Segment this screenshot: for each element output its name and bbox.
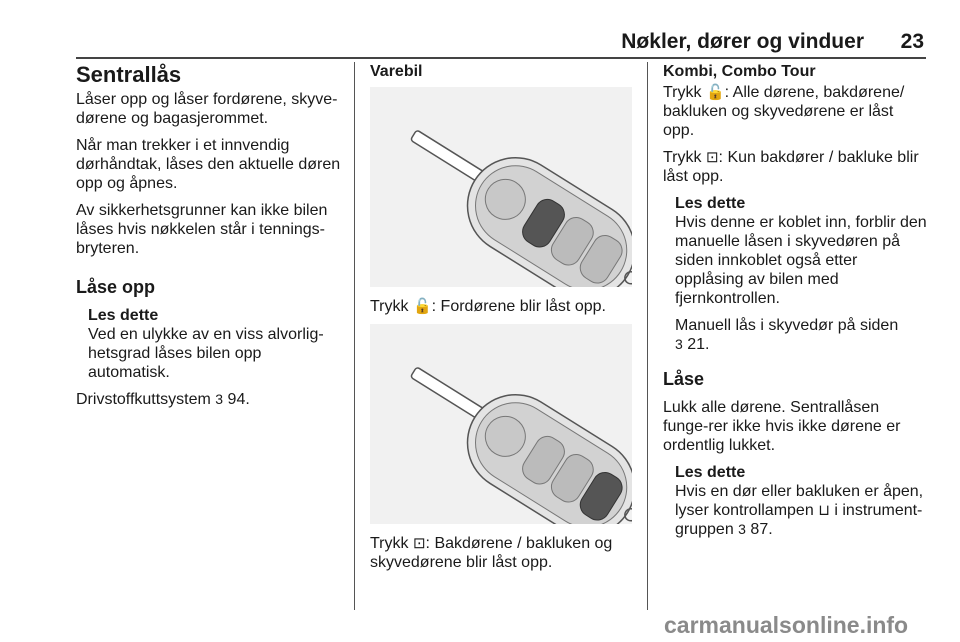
- reference-page: 94.: [227, 391, 250, 408]
- note-text: Ved en ulykke av en viss alvorlig-hetsgrad låses bilen opp automatisk.: [88, 326, 324, 381]
- page-number: 23: [900, 30, 924, 53]
- paragraph: Av sikkerhetsgrunner kan ikke bilen låses hvis nøkkelen står i tennings-bryteren.: [76, 202, 328, 257]
- column-3: [663, 62, 927, 547]
- note-box: Les dette Hvis en dør eller bakluken er åpen, lyser kontrollampen ⊔ i instrument-gruppen 3 87.: [675, 463, 927, 539]
- note-title: Les dette: [675, 464, 746, 481]
- running-header-title: Nøkler, dører og vinduer: [621, 30, 864, 53]
- note-text: Hvis denne er koblet inn, forblir den manuelle låsen i skyvedøren på siden innkoblet også etter opplåsing av bilen med fjernkontrollen.: [675, 214, 927, 307]
- unlock-icon: 🔓: [705, 84, 725, 101]
- watermark: carmanualsonline.info: [664, 612, 909, 638]
- column-divider-1: [354, 62, 355, 610]
- paragraph: Når man trekker i et innvendig dørhåndtak, låses den aktuelle døren opp og åpnes.: [76, 137, 341, 192]
- note-extra: Manuell lås i skyvedør på siden 3 21.: [675, 317, 899, 353]
- vehicle-label: Varebil: [370, 63, 423, 80]
- column-1: [76, 62, 342, 417]
- caption-unlock-rear: Trykk ⊡: Bakdørene / bakluken og skyvedørene blir låst opp.: [370, 535, 613, 571]
- note-title: Les dette: [88, 307, 159, 324]
- note-title: Les dette: [675, 195, 746, 212]
- unlock-icon: 🔓: [412, 298, 432, 315]
- paragraph: Trykk ⊡: Kun bakdører / bakluke blir låst opp.: [663, 149, 919, 185]
- paragraph: Låser opp og låser fordørene, skyve-dørene og bagasjerommet.: [76, 91, 338, 127]
- caption-unlock-front: Trykk 🔓: Fordørene blir låst opp.: [370, 298, 606, 315]
- paragraph: Trykk 🔓: Alle dørene, bakdørene/ bakluken og skyvedørene er låst opp.: [663, 84, 905, 139]
- subheading-unlock: Låse opp: [76, 277, 156, 297]
- column-divider-2: [647, 62, 648, 610]
- key-illustration-front-doors: [370, 87, 632, 287]
- header-rule: [76, 57, 926, 59]
- reference-text: Drivstoffkuttsystem: [76, 391, 211, 408]
- column-2: [370, 62, 632, 580]
- vehicle-label: Kombi, Combo Tour: [663, 63, 816, 80]
- subheading-lock: Låse: [663, 369, 705, 389]
- rear-door-unlock-icon: ⊡: [412, 535, 426, 552]
- arrow-icon: 3: [675, 336, 683, 352]
- arrow-icon: 3: [738, 521, 746, 537]
- key-fob-image: [370, 87, 632, 287]
- door-open-warning-icon: ⊔: [818, 502, 830, 519]
- arrow-icon: 3: [215, 391, 224, 407]
- cross-reference: [76, 390, 342, 409]
- note-box: [675, 194, 927, 354]
- rear-door-unlock-icon: ⊡: [705, 149, 719, 166]
- key-illustration-rear-doors: [370, 324, 632, 524]
- section-heading: Sentrallås: [76, 62, 182, 87]
- key-fob-image: [370, 324, 632, 524]
- paragraph: Lukk alle dørene. Sentrallåsen funge-rer ikke hvis ikke dørene er ordentlig lukket.: [663, 399, 901, 454]
- note-box: [88, 306, 342, 382]
